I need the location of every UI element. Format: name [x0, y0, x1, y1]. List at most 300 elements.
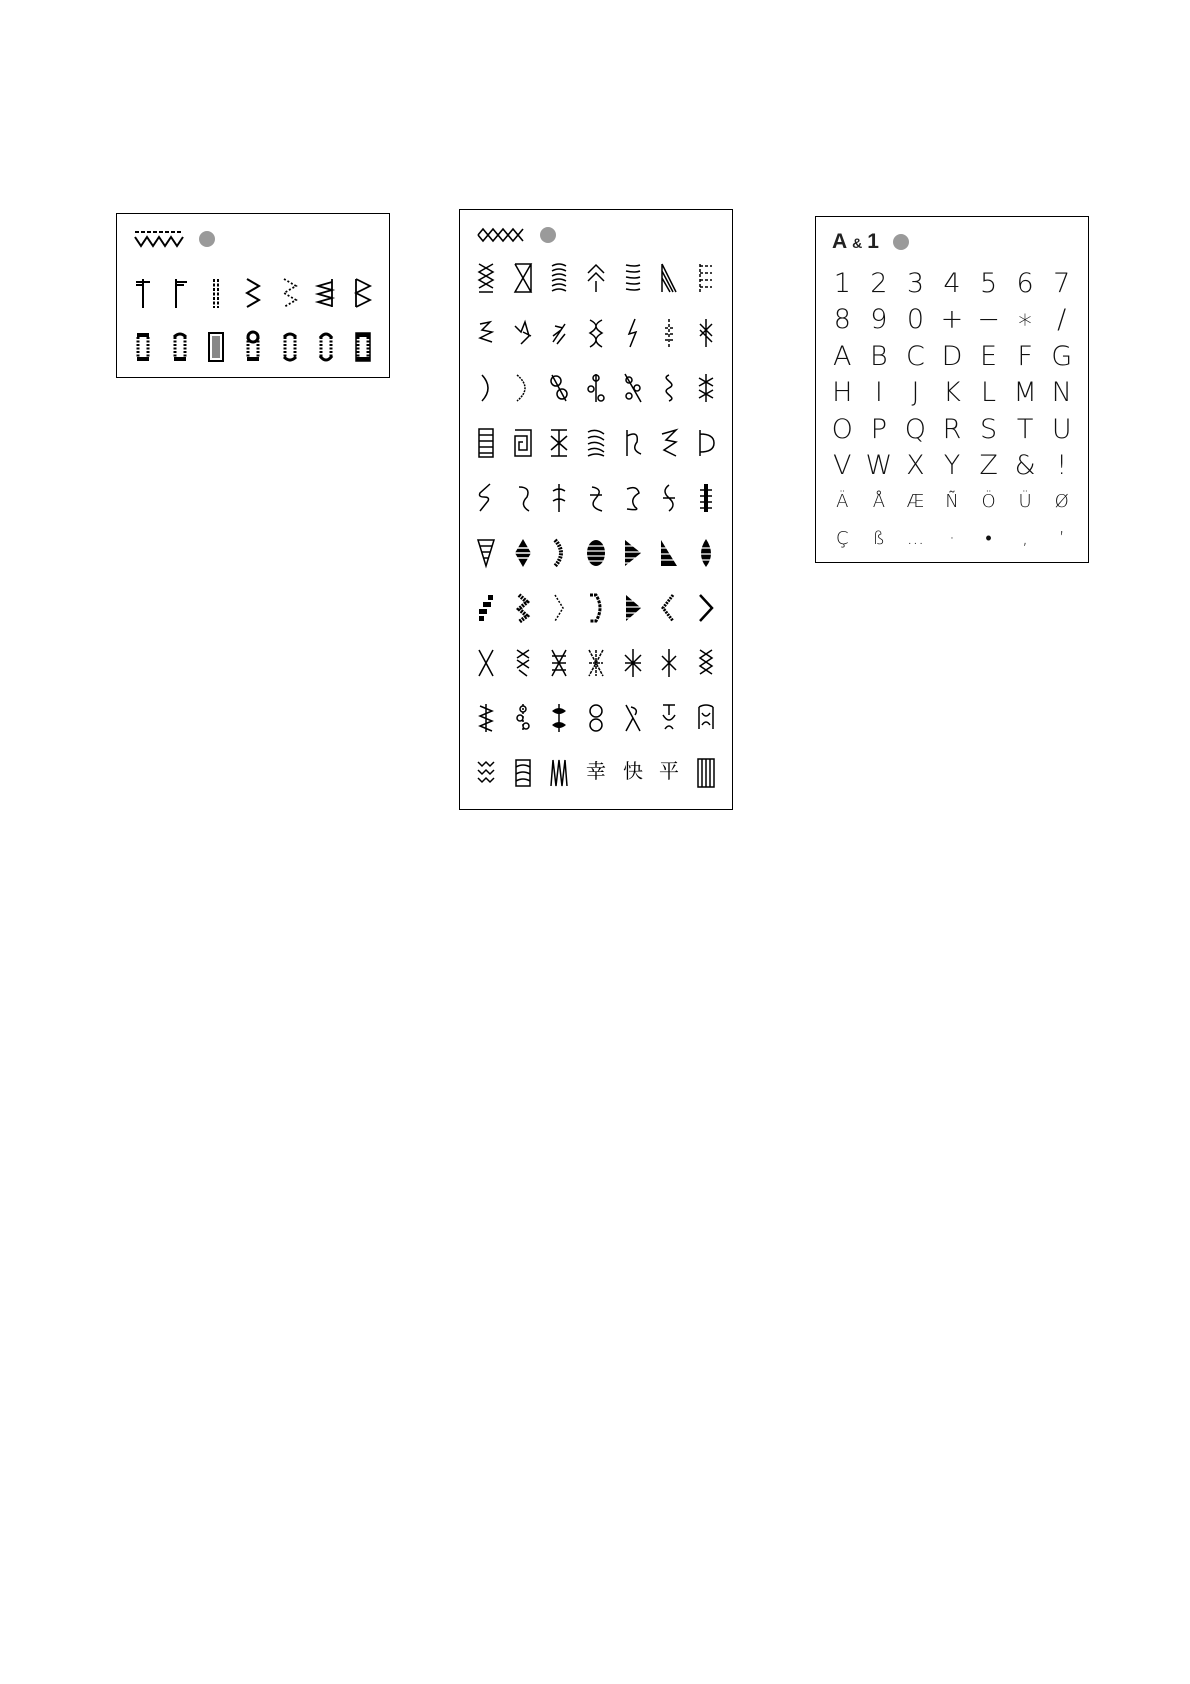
decorative-stitch-icon	[547, 316, 571, 350]
triple-straight-stitch-icon	[204, 276, 228, 310]
decorative-stitch-icon	[584, 756, 608, 790]
decorative-stitch-cell[interactable]	[505, 635, 542, 690]
decorative-stitch-cell[interactable]	[687, 360, 724, 415]
buttonhole-square-icon	[131, 330, 155, 364]
character-cell[interactable]	[1007, 302, 1044, 339]
decorative-stitch-cell[interactable]	[651, 470, 688, 525]
decorative-stitch-icon	[694, 701, 718, 735]
decorative-stitch-icon	[474, 481, 498, 515]
decorative-stitch-icon	[547, 261, 571, 295]
decorative-stitch-cell[interactable]	[468, 250, 505, 305]
decorative-stitch-cell[interactable]	[541, 635, 578, 690]
utility-header	[133, 228, 215, 250]
character-cell[interactable]	[861, 411, 898, 448]
decorative-header	[476, 224, 556, 246]
decorative-stitch-cell[interactable]	[687, 470, 724, 525]
decorative-stitch-cell[interactable]	[651, 250, 688, 305]
decorative-stitch-icon	[474, 261, 498, 295]
decorative-stitch-icon	[547, 371, 571, 405]
decorative-stitch-icon	[511, 426, 535, 460]
character-cell[interactable]	[861, 265, 898, 302]
decorative-stitch-icon	[621, 481, 645, 515]
decorative-stitch-cell[interactable]	[651, 635, 688, 690]
alphabet-character-grid	[824, 265, 1080, 557]
character-cell[interactable]	[1007, 484, 1044, 521]
decorative-stitch-icon	[474, 371, 498, 405]
decorative-stitch-icon	[657, 591, 681, 625]
alphabet-header	[832, 231, 909, 253]
character-glyph: F	[1017, 340, 1033, 372]
decorative-stitch-cell[interactable]	[468, 360, 505, 415]
character-glyph: Å	[872, 491, 886, 513]
decorative-stitch-cell[interactable]	[468, 470, 505, 525]
character-glyph: 1	[833, 267, 851, 299]
character-cell[interactable]	[861, 375, 898, 412]
decorative-stitch-icon	[694, 261, 718, 295]
decorative-stitch-cell[interactable]	[578, 360, 615, 415]
decorative-stitch-cell[interactable]	[468, 305, 505, 360]
buttonhole-bartack-icon	[351, 330, 375, 364]
decorative-stitch-mode-icon	[476, 226, 526, 244]
decorative-stitch-cell[interactable]	[651, 525, 688, 580]
stitch-cell[interactable]	[198, 266, 235, 320]
character-glyph: P	[870, 413, 887, 445]
decorative-stitch-cell[interactable]	[687, 690, 724, 745]
decorative-stitch-cell[interactable]	[614, 580, 651, 635]
decorative-stitch-cell[interactable]	[651, 745, 688, 800]
decorative-stitch-icon	[657, 481, 681, 515]
character-glyph: &	[1014, 450, 1036, 482]
character-cell[interactable]	[824, 448, 861, 485]
character-cell[interactable]	[1007, 338, 1044, 375]
character-cell[interactable]	[970, 265, 1007, 302]
decorative-stitch-icon	[694, 371, 718, 405]
stitch-cell[interactable]	[308, 266, 345, 320]
decorative-stitch-cell[interactable]	[687, 415, 724, 470]
character-glyph: X	[906, 450, 925, 482]
character-cell[interactable]	[1007, 411, 1044, 448]
character-glyph: 5	[979, 267, 998, 299]
decorative-stitch-cell[interactable]	[468, 635, 505, 690]
decorative-stitch-cell[interactable]	[505, 745, 542, 800]
character-cell[interactable]	[1043, 302, 1080, 339]
decorative-stitch-cell[interactable]	[578, 635, 615, 690]
character-glyph: N	[1051, 377, 1072, 409]
character-cell[interactable]	[934, 338, 971, 375]
decorative-stitch-cell[interactable]	[614, 470, 651, 525]
character-cell[interactable]	[824, 265, 861, 302]
character-glyph: Q	[904, 413, 927, 445]
decorative-stitch-cell[interactable]	[578, 690, 615, 745]
character-glyph: U	[1051, 413, 1072, 445]
decorative-stitch-grid	[468, 250, 724, 800]
decorative-stitch-icon	[657, 316, 681, 350]
decorative-stitch-icon	[621, 646, 645, 680]
character-glyph: Ö	[981, 491, 996, 513]
stitch-cell[interactable]	[198, 320, 235, 374]
decorative-stitch-panel	[459, 209, 733, 810]
character-cell[interactable]	[861, 338, 898, 375]
decorative-stitch-cell[interactable]	[468, 415, 505, 470]
stitch-cell[interactable]	[271, 320, 308, 374]
overlock-stitch-icon	[314, 276, 338, 310]
character-glyph: 6	[1016, 267, 1034, 299]
character-cell[interactable]	[970, 521, 1007, 558]
stitch-cell[interactable]	[125, 320, 162, 374]
decorative-stitch-icon	[511, 536, 535, 570]
decorative-stitch-icon	[657, 426, 681, 460]
character-cell[interactable]	[897, 521, 934, 558]
decorative-stitch-cell[interactable]	[687, 580, 724, 635]
decorative-stitch-icon	[584, 261, 608, 295]
character-cell[interactable]	[897, 265, 934, 302]
decorative-stitch-icon	[474, 756, 498, 790]
buttonhole-keyhole-icon	[241, 330, 265, 364]
character-cell[interactable]	[824, 375, 861, 412]
status-indicator-dot	[199, 231, 215, 247]
decorative-stitch-cell[interactable]	[505, 525, 542, 580]
character-glyph: ’	[1058, 527, 1065, 549]
label-right: 1	[867, 230, 879, 253]
three-step-zigzag-icon	[278, 276, 302, 310]
character-glyph: J	[911, 377, 920, 409]
utility-stitch-grid	[125, 266, 381, 374]
decorative-stitch-icon	[547, 481, 571, 515]
decorative-stitch-cell[interactable]	[614, 690, 651, 745]
character-cell[interactable]	[861, 484, 898, 521]
character-glyph: ...	[906, 527, 924, 549]
decorative-stitch-icon	[547, 756, 571, 790]
decorative-stitch-cell[interactable]	[505, 305, 542, 360]
decorative-stitch-icon	[474, 701, 498, 735]
decorative-stitch-cell[interactable]	[614, 745, 651, 800]
character-cell[interactable]	[861, 521, 898, 558]
decorative-stitch-cell[interactable]	[651, 360, 688, 415]
decorative-stitch-icon	[547, 701, 571, 735]
character-glyph: Ç	[835, 527, 849, 549]
character-cell[interactable]	[934, 521, 971, 558]
character-glyph: D	[941, 340, 963, 372]
character-cell[interactable]	[1007, 265, 1044, 302]
decorative-stitch-cell[interactable]	[651, 305, 688, 360]
character-cell[interactable]	[1043, 521, 1080, 558]
decorative-stitch-icon	[657, 536, 681, 570]
decorative-stitch-icon	[694, 536, 718, 570]
svg-text:平: 平	[659, 758, 680, 783]
character-glyph: /	[1057, 304, 1067, 336]
decorative-stitch-cell[interactable]	[541, 580, 578, 635]
decorative-stitch-cell[interactable]	[541, 690, 578, 745]
character-cell[interactable]	[1007, 448, 1044, 485]
character-cell[interactable]	[897, 484, 934, 521]
character-glyph: Z	[979, 450, 998, 482]
character-glyph: 3	[906, 267, 925, 299]
character-cell[interactable]	[970, 484, 1007, 521]
character-cell[interactable]	[1043, 265, 1080, 302]
character-glyph: M	[1013, 377, 1037, 409]
decorative-stitch-cell[interactable]	[578, 745, 615, 800]
decorative-stitch-cell[interactable]	[505, 470, 542, 525]
decorative-stitch-cell[interactable]	[505, 690, 542, 745]
character-cell[interactable]	[897, 375, 934, 412]
decorative-stitch-icon	[474, 591, 498, 625]
decorative-stitch-cell[interactable]	[541, 305, 578, 360]
character-glyph: Æ	[906, 491, 925, 513]
character-glyph: B	[870, 340, 888, 372]
character-cell[interactable]	[934, 411, 971, 448]
character-glyph: 9	[870, 304, 888, 336]
character-glyph: ß	[872, 527, 885, 549]
character-glyph: S	[979, 413, 998, 445]
decorative-stitch-cell[interactable]	[651, 580, 688, 635]
character-glyph: Ø	[1054, 491, 1069, 513]
decorative-stitch-icon	[584, 316, 608, 350]
decorative-stitch-cell[interactable]	[614, 360, 651, 415]
decorative-stitch-cell[interactable]	[578, 415, 615, 470]
utility-stitch-panel	[116, 213, 390, 378]
character-cell[interactable]	[897, 302, 934, 339]
decorative-stitch-cell[interactable]	[578, 580, 615, 635]
character-cell[interactable]	[970, 411, 1007, 448]
decorative-stitch-cell[interactable]	[541, 360, 578, 415]
blind-hem-stitch-icon	[351, 276, 375, 310]
character-cell[interactable]	[1043, 484, 1080, 521]
decorative-stitch-icon	[694, 481, 718, 515]
character-glyph: ∗	[1016, 304, 1034, 336]
character-glyph: 8	[833, 304, 851, 336]
decorative-stitch-cell[interactable]	[505, 250, 542, 305]
character-glyph: I	[874, 377, 883, 409]
character-glyph: 7	[1053, 267, 1071, 299]
character-glyph: ,	[1022, 527, 1028, 549]
decorative-stitch-cell[interactable]	[541, 415, 578, 470]
decorative-stitch-icon	[547, 536, 571, 570]
decorative-stitch-icon	[621, 701, 645, 735]
character-glyph: K	[943, 377, 961, 409]
decorative-stitch-icon	[511, 316, 535, 350]
character-cell[interactable]	[1043, 411, 1080, 448]
character-cell[interactable]	[1007, 521, 1044, 558]
decorative-stitch-icon	[621, 756, 645, 790]
character-glyph: C	[905, 340, 925, 372]
decorative-stitch-icon	[547, 591, 571, 625]
stitch-cell[interactable]	[125, 266, 162, 320]
decorative-stitch-icon	[694, 591, 718, 625]
svg-text:快: 快	[622, 758, 643, 783]
decorative-stitch-cell[interactable]	[614, 250, 651, 305]
stitch-cell[interactable]	[271, 266, 308, 320]
decorative-stitch-icon	[584, 481, 608, 515]
decorative-stitch-icon	[584, 646, 608, 680]
decorative-stitch-icon	[474, 646, 498, 680]
decorative-stitch-icon	[621, 426, 645, 460]
character-glyph: −	[977, 304, 1000, 336]
decorative-stitch-cell[interactable]	[468, 745, 505, 800]
decorative-stitch-icon	[474, 536, 498, 570]
character-cell[interactable]	[970, 375, 1007, 412]
character-cell[interactable]	[824, 521, 861, 558]
character-cell[interactable]	[861, 302, 898, 339]
character-glyph: Ü	[1018, 491, 1032, 513]
character-cell[interactable]	[861, 448, 898, 485]
character-glyph: G	[1051, 340, 1073, 372]
character-cell[interactable]	[897, 411, 934, 448]
decorative-stitch-icon	[584, 536, 608, 570]
decorative-stitch-icon	[621, 371, 645, 405]
decorative-stitch-icon	[474, 316, 498, 350]
decorative-stitch-cell[interactable]	[468, 525, 505, 580]
character-glyph: +	[940, 304, 964, 336]
character-cell[interactable]	[824, 338, 861, 375]
decorative-stitch-cell[interactable]	[541, 250, 578, 305]
character-glyph: A	[833, 340, 852, 372]
decorative-stitch-cell[interactable]	[468, 580, 505, 635]
stitch-cell[interactable]	[308, 320, 345, 374]
decorative-stitch-cell[interactable]	[541, 470, 578, 525]
character-cell[interactable]	[934, 448, 971, 485]
decorative-stitch-icon	[474, 426, 498, 460]
decorative-stitch-icon	[547, 426, 571, 460]
svg-text:幸: 幸	[585, 758, 606, 783]
character-cell[interactable]	[970, 448, 1007, 485]
character-cell[interactable]	[824, 302, 861, 339]
decorative-stitch-cell[interactable]	[541, 525, 578, 580]
decorative-stitch-icon	[694, 756, 718, 790]
character-cell[interactable]	[897, 338, 934, 375]
status-indicator-dot	[540, 227, 556, 243]
decorative-stitch-cell[interactable]	[614, 525, 651, 580]
character-glyph: T	[1016, 413, 1034, 445]
stitch-cell[interactable]	[344, 266, 381, 320]
character-glyph: R	[942, 413, 962, 445]
character-glyph: 0	[906, 304, 925, 336]
character-cell[interactable]	[1043, 448, 1080, 485]
character-cell[interactable]	[1043, 338, 1080, 375]
decorative-stitch-icon	[657, 646, 681, 680]
zigzag-stitch-icon	[241, 276, 265, 310]
decorative-stitch-icon	[584, 371, 608, 405]
decorative-stitch-cell[interactable]	[578, 250, 615, 305]
character-cell[interactable]	[970, 338, 1007, 375]
decorative-stitch-icon	[621, 316, 645, 350]
character-cell[interactable]	[934, 265, 971, 302]
character-cell[interactable]	[934, 375, 971, 412]
character-glyph: Ä	[836, 491, 849, 513]
stitch-cell[interactable]	[344, 320, 381, 374]
character-glyph: L	[981, 377, 997, 409]
stitch-cell[interactable]	[235, 320, 272, 374]
decorative-stitch-icon	[511, 591, 535, 625]
decorative-stitch-icon	[621, 536, 645, 570]
decorative-stitch-icon	[657, 701, 681, 735]
decorative-stitch-icon	[511, 371, 535, 405]
decorative-stitch-cell[interactable]	[578, 525, 615, 580]
decorative-stitch-icon	[584, 701, 608, 735]
decorative-stitch-cell[interactable]	[468, 690, 505, 745]
straight-stitch-center-icon	[168, 276, 192, 310]
stitch-cell[interactable]	[162, 320, 199, 374]
decorative-stitch-cell[interactable]	[614, 415, 651, 470]
character-cell[interactable]	[1043, 375, 1080, 412]
character-glyph: H	[832, 377, 853, 409]
decorative-stitch-cell[interactable]	[614, 635, 651, 690]
alphabet-stitch-panel	[815, 216, 1089, 563]
label-left: A	[832, 230, 848, 253]
character-cell[interactable]	[934, 484, 971, 521]
character-cell[interactable]	[1007, 375, 1044, 412]
decorative-stitch-icon	[584, 591, 608, 625]
decorative-stitch-cell[interactable]	[614, 305, 651, 360]
label-amp: &	[852, 235, 863, 251]
zigzag-stitch-mode-icon	[133, 230, 185, 248]
decorative-stitch-cell[interactable]	[687, 525, 724, 580]
character-glyph: •	[985, 527, 992, 549]
character-glyph: V	[833, 450, 852, 482]
character-glyph: Y	[943, 450, 961, 482]
decorative-stitch-cell[interactable]	[578, 470, 615, 525]
stitch-cell[interactable]	[235, 266, 272, 320]
character-cell[interactable]	[897, 448, 934, 485]
decorative-stitch-cell[interactable]	[505, 580, 542, 635]
decorative-stitch-icon	[511, 701, 535, 735]
status-indicator-dot	[893, 234, 909, 250]
decorative-stitch-icon	[694, 316, 718, 350]
decorative-stitch-icon	[657, 371, 681, 405]
decorative-stitch-icon	[621, 261, 645, 295]
decorative-stitch-cell[interactable]	[651, 415, 688, 470]
decorative-stitch-icon	[657, 261, 681, 295]
decorative-stitch-icon	[511, 481, 535, 515]
character-glyph: W	[865, 450, 893, 482]
decorative-stitch-cell[interactable]	[687, 305, 724, 360]
decorative-stitch-icon	[584, 426, 608, 460]
buttonhole-stretch-icon	[278, 330, 302, 364]
decorative-stitch-icon	[621, 591, 645, 625]
character-glyph: !	[1056, 450, 1068, 482]
decorative-stitch-icon	[511, 756, 535, 790]
decorative-stitch-cell[interactable]	[505, 360, 542, 415]
alphabet-mode-label	[832, 230, 879, 254]
character-cell[interactable]	[824, 411, 861, 448]
character-glyph: E	[980, 340, 998, 372]
decorative-stitch-cell[interactable]	[505, 415, 542, 470]
character-cell[interactable]	[824, 484, 861, 521]
character-glyph: 4	[943, 267, 961, 299]
decorative-stitch-cell[interactable]	[541, 745, 578, 800]
decorative-stitch-icon	[657, 756, 681, 790]
buttonhole-rounded-icon	[314, 330, 338, 364]
character-cell[interactable]	[934, 302, 971, 339]
decorative-stitch-cell[interactable]	[687, 250, 724, 305]
decorative-stitch-icon	[511, 261, 535, 295]
decorative-stitch-cell[interactable]	[578, 305, 615, 360]
character-glyph: ·	[949, 527, 955, 549]
character-glyph: 2	[870, 267, 888, 299]
decorative-stitch-icon	[694, 646, 718, 680]
decorative-stitch-cell[interactable]	[651, 690, 688, 745]
character-cell[interactable]	[970, 302, 1007, 339]
straight-stitch-left-icon	[131, 276, 155, 310]
buttonhole-satin-icon	[204, 330, 228, 364]
decorative-stitch-cell[interactable]	[687, 635, 724, 690]
decorative-stitch-icon	[694, 426, 718, 460]
character-glyph: Ñ	[945, 491, 959, 513]
decorative-stitch-cell[interactable]	[687, 745, 724, 800]
stitch-cell[interactable]	[162, 266, 199, 320]
decorative-stitch-icon	[547, 646, 571, 680]
character-glyph: O	[831, 413, 853, 445]
decorative-stitch-icon	[511, 646, 535, 680]
